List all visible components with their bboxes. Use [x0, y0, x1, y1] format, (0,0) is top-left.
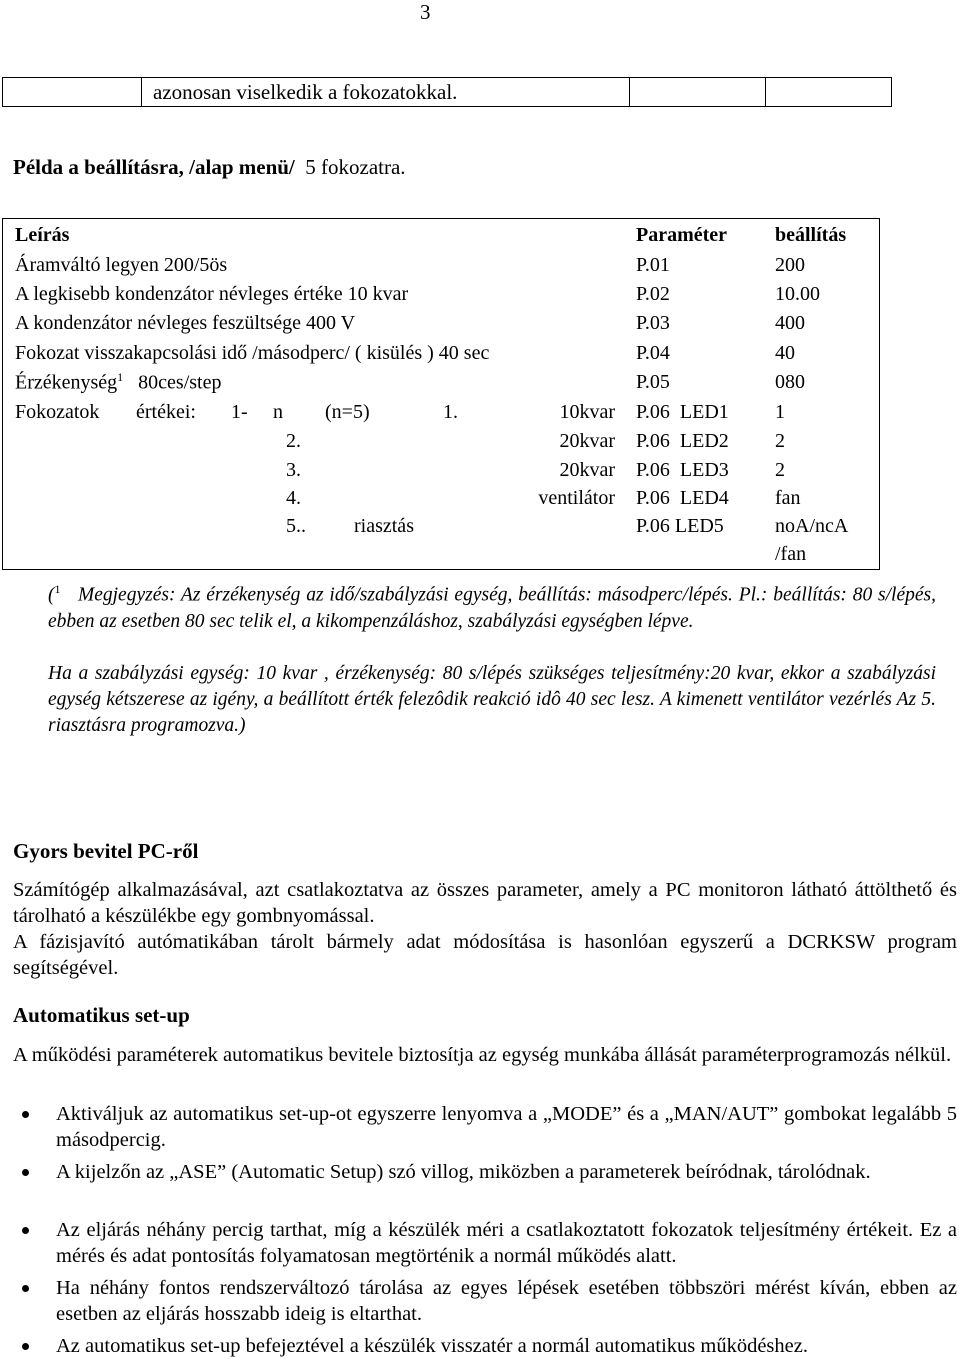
table-row-param: P.04	[636, 342, 670, 364]
steps-label-d: n	[273, 401, 283, 423]
step-param: P.06 LED5	[636, 515, 724, 537]
parameter-table	[2, 218, 880, 570]
sensitivity-label: Érzékenység	[15, 371, 118, 394]
step-value: 20kvar	[559, 459, 615, 481]
bullet-icon	[22, 1169, 29, 1176]
step-value: 20kvar	[559, 430, 615, 452]
step-param: P.06 LED1	[636, 401, 729, 423]
example-heading-rest: 5 fokozatra.	[305, 155, 406, 179]
step-setting: 2	[775, 430, 785, 452]
bullet-icon	[22, 1111, 29, 1118]
example-heading	[13, 155, 406, 180]
table-row-value: 40	[775, 342, 795, 364]
bullet-icon	[22, 1343, 29, 1350]
header-parameter: Paraméter	[636, 224, 728, 246]
table-divider	[141, 77, 142, 107]
footnote-paragraph-2: Ha a szabályzási egység: 10 kvar , érzékenység: 80 s/lépés szükséges teljesítmény:20 kvar, ekkor a szabályzási egység kétszerese az igény, a beállított érték felezôdik reakció idô 40 sec lesz. A kimenett ventilátor vezérlés Az 5. riasztásra programozva.)	[48, 662, 936, 736]
step-value: ventilátor	[538, 487, 615, 509]
list-item-text: Az automatikus set-up befejeztével a készülék visszatér a normál automatikus működéshez.	[56, 1335, 808, 1357]
step-value: 10kvar	[559, 401, 615, 423]
footnote-paragraph: ($^1$ Megjegyzés: Az érzékenység az idő/szabályzási egység, beállítás: másodperc/lépés. Pl.: beállítás: 80 s/lépés, ebben az esetben 80 sec telik el, a kikompenzáláshoz, szabályzási egységben lépve.	[48, 582, 937, 632]
paragraph: A fázisjavító autómatikában tárolt bármely adat módosítása is hasonlóan egyszerű a DCRKSW program segítségével.	[13, 931, 957, 979]
table-row-value: 400	[775, 312, 805, 334]
step-setting: fan	[775, 487, 801, 509]
header-description: Leírás	[15, 224, 70, 246]
table-row-value: 10.00	[775, 283, 820, 305]
step-setting-continued: /fan	[775, 543, 807, 565]
page-number: 3	[420, 0, 431, 24]
step-value: riasztás	[354, 515, 414, 537]
table-row-param: P.01	[636, 254, 670, 276]
step-number: 2.	[286, 430, 301, 452]
table-divider	[765, 77, 766, 107]
table-row-desc: A legkisebb kondenzátor névleges értéke 10 kvar	[15, 283, 409, 305]
paragraph: Számítógép alkalmazásával, azt csatlakoztatva az összes parameter, amely a PC monitoron látható áttölthető és tárolható a készülékbe egy gombnyomással.	[13, 879, 957, 927]
table-row-value: 200	[775, 254, 805, 276]
section-pc-body	[13, 877, 957, 981]
steps-label-e: (n=5)	[325, 401, 370, 423]
list-item-text: A kijelzőn az „ASE” (Automatic Setup) szó villog, miközben a parameterek beíródnak, tárolódnak.	[56, 1161, 871, 1183]
step-param: P.06 LED2	[636, 430, 729, 452]
steps-label-a: Fokozatok	[15, 401, 100, 423]
table-row-param: P.03	[636, 312, 670, 334]
step-setting: 1	[775, 401, 785, 423]
bullet-icon	[22, 1227, 29, 1234]
step-number: 3.	[286, 459, 301, 481]
section-title-auto: Automatikus set-up	[13, 1003, 190, 1027]
step-setting: noA/ncA	[775, 515, 849, 537]
step-param: P.06 LED3	[636, 459, 729, 481]
table-row-param: P.05	[636, 371, 670, 393]
list-item-text: Aktiváljuk az automatikus set-up-ot egyszerre lenyomva a „MODE” és a „MAN/AUT” gombokat legalább 5 másodpercig.	[56, 1103, 957, 1151]
footnote-line1: Megjegyzés: Az érzékenység az idő/szabályzási egység, beállítás: másodperc/lépés.	[77, 584, 733, 606]
footnote-marker: 1	[117, 370, 124, 384]
header-value: beállítás	[775, 224, 847, 246]
list-item-text: Az eljárás néhány percig tarthat, míg a készülék méri a csatlakoztatott fokozatok teljesítmény értékeit. Ez a mérés és adat pontosítás folyamatosan megtörténik a normál működés alatt.	[56, 1219, 957, 1267]
table-divider	[629, 77, 630, 107]
sensitivity-value: 80ces/step	[138, 371, 222, 394]
bullet-icon	[22, 1285, 29, 1292]
steps-label-b: értékei:	[136, 401, 196, 423]
table-row-desc	[15, 370, 221, 395]
footnote-block	[48, 576, 936, 739]
footnote-rest: Pl.: beállítás: 80 s/lépés, ebben az esetben 80 sec telik el, a kikompenzáláshoz, szabályzási egységben lépve.	[48, 584, 937, 632]
step-number: 4.	[286, 487, 301, 509]
table-row-desc: A kondenzátor névleges feszültsége 400 V	[15, 312, 356, 334]
list-item-text: Ha néhány fontos rendszerváltozó tárolása az egyes lépések esetében többszöri mérést kíván, ebben az esetben az eljárás hosszabb ideig is eltarthat.	[56, 1277, 957, 1325]
steps-label-c: 1-	[231, 401, 248, 423]
step-number: 5..	[286, 515, 306, 537]
footnote-marker: 1	[54, 582, 61, 596]
example-heading-bold: Példa a beállításra, /alap menü/	[13, 155, 295, 179]
top-table	[2, 77, 892, 107]
table-row-param: P.02	[636, 283, 670, 305]
table-row-desc: Fokozat visszakapcsolási idő /másodperc/ ( kisülés ) 40 sec	[15, 342, 490, 364]
table-row-desc: Áramváltó legyen 200/5ös	[15, 254, 228, 276]
section-auto-intro: A működési paraméterek automatikus bevitele biztosítja az egység munkába állását paraméterprogramozás nélkül.	[13, 1044, 952, 1066]
table-row-value: 080	[775, 371, 805, 393]
top-table-text: azonosan viselkedik a fokozatokkal.	[153, 80, 458, 104]
steps-label	[15, 401, 370, 424]
step-number: 1.	[443, 401, 458, 423]
step-setting: 2	[775, 459, 785, 481]
step-param: P.06 LED4	[636, 487, 729, 509]
section-title-pc: Gyors bevitel PC-ről	[13, 839, 199, 863]
